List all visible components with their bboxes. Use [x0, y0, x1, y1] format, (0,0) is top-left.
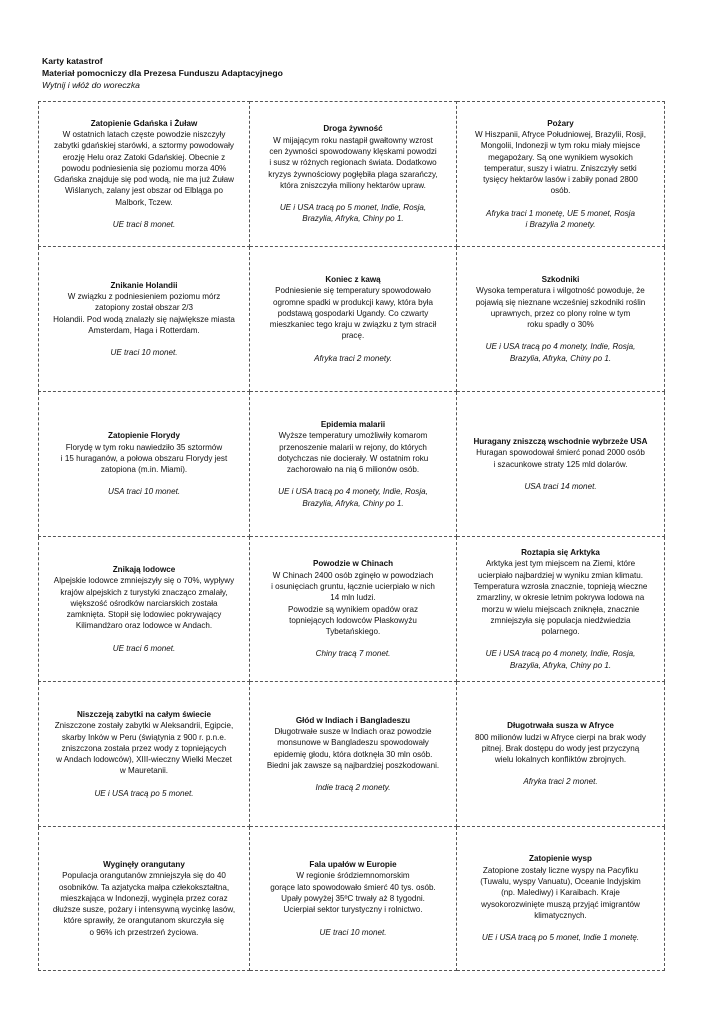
document-title: Karty katastrof: [42, 56, 103, 66]
card-title: Zatopienie wysp: [529, 854, 592, 864]
card-title: Znikanie Holandii: [110, 280, 178, 290]
card-title: Znikają lodowce: [112, 564, 176, 574]
card-body: W mijającym roku nastąpił gwałtowny wzrost cen żywności spowodowany klęskami powodzi i susz w różnych regionach świata. Dodatkowo kryzys żywnościowy pogłębiła plaga szarańczy, która zniszczyła miliony hektarów upraw.: [268, 135, 438, 190]
card-body: Populacja orangutanów zmniejszyła się do 40 osobników. Ta azjatycka małpa człekokształtna, mieszkająca w Indonezji, wyginęła przez coraz dłuższe susze, pożary i intensywną wycinkę lasów, które sprawiły, że orangutanom skurczyła się o 96% ich przestrzeń życiowa.: [52, 871, 236, 937]
card-title: Głód w Indiach i Bangladeszu: [295, 715, 411, 725]
card-effect: UE i USA tracą po 5 monet.: [94, 788, 194, 798]
card-body: Huragan spowodował śmierć ponad 2000 osób i szacunkowe straty 125 mld dolarów.: [476, 448, 645, 469]
document-subtitle: Materiał pomocniczy dla Prezesa Funduszu Adaptacyjnego: [42, 68, 283, 78]
card-body: W regionie śródziemnomorskim gorące lato spowodowało śmierć 40 tys. osób. Upały powyżej 35ºC trwały aż 8 tygodni. Ucierpiał sektor turystyczny i rolnictwo.: [270, 871, 436, 915]
card-effect: Indie tracą 2 monety.: [315, 783, 391, 793]
card-body: Wysoka temperatura i wilgotność powoduje, że pojawią się nieznane wcześniej szkodniki roślin uprawnych, przez co plony rolne w tym roku spadły o 30%: [475, 286, 646, 330]
page-header: [42, 55, 283, 91]
card-body: W Chinach 2400 osób zginęło w powodziach i osunięciach gruntu, łącznie ucierpiało w nich 14 mln ludzi. Powodzie są wynikiem opadów oraz topniejących lodowców Płaskowyżu Tybetańskiego.: [271, 570, 435, 637]
card-body: Alpejskie lodowce zmniejszyły się o 70%, wypływy krajów alpejskich z turystyki znacząco zmalały, większość ośrodków narciarskich została zamknięta. Stopił się lodowiec pokrywający Kilimandżaro oraz lodowce w Andach.: [53, 576, 235, 631]
card-zatopienie-wysp: [457, 827, 665, 971]
card-title: Wyginęły orangutany: [103, 859, 185, 869]
instruction-text: Wytnij i włóż do woreczka: [42, 80, 140, 90]
card-body: Arktyka jest tym miejscem na Ziemi, które ucierpiało najbardziej w wyniku zmian klimatu. Temperatura wzrosła znacznie, topnieją wieczne zmarzliny, w okresie letnim pokrywa lodowa na morzu w wielu miejscach zniknęła, znacznie zmniejszyła się populacja niedźwiedzia polarnego.: [473, 559, 648, 637]
card-body: W ostatnich latach częste powodzie niszczyły zabytki gdańskiej starówki, a sztormy powodowały erozję Helu oraz Zatoki Gdańskiej. Obecnie z powodu podniesienia się poziomu morza 40% Gdańska znajduje się pod wodą, nie ma już Żuław Wiślanych, zalany jest obszar od Elbląga po Malbork, Tczew.: [54, 129, 234, 207]
card-title: Droga żywność: [323, 124, 383, 134]
card-title: Szkodniki: [541, 274, 580, 284]
card-effect: UE traci 6 monet.: [112, 643, 176, 653]
card-title: Zatopienie Gdańska i Żuław: [90, 118, 198, 128]
card-body: Florydę w tym roku nawiedziło 35 sztormów i 15 huraganów, a połowa obszaru Florydy jest zatopiona (m.in. Miami).: [60, 442, 228, 475]
card-title: Epidemia malarii: [320, 419, 386, 429]
card-body: Zatopione zostały liczne wyspy na Pacyfiku (Tuwalu, wyspy Vanuatu), Oceanie Indyjskim (np. Malediwy) i Karaibach. Kraje wysokorozwinięte muszą przyjąć imigrantów klimatycznych.: [480, 865, 641, 920]
card-title: Powodzie w Chinach: [312, 559, 394, 569]
card-body: Zniszczone zostały zabytki w Aleksandrii, Egipcie, skarby Inków w Peru (świątynia z 900 r. p.n.e. zniszczona została przez wody z topniejących w Andach lodowców), XIII-wieczny Wielki Meczet w Mauretanii.: [54, 721, 234, 776]
card-title: Niszczeją zabytki na całym świecie: [76, 709, 212, 719]
card-fala-upalow: [250, 827, 457, 971]
card-effect: UE i USA tracą po 5 monet, Indie 1 monetę.: [481, 933, 640, 943]
card-zatopienie-gdanska: [38, 101, 250, 247]
card-effect: UE i USA tracą po 4 monety, Indie, Rosja, Brazylia, Afryka, Chiny po 1.: [278, 487, 428, 508]
card-niszczeja-zabytki: [38, 682, 250, 827]
card-susza-w-afryce: [457, 682, 665, 827]
card-effect: UE i USA tracą po 4 monety, Indie, Rosja, Brazylia, Afryka, Chiny po 1.: [485, 342, 636, 363]
card-title: Długotrwała susza w Afryce: [507, 721, 614, 731]
card-zatopienie-florydy: [38, 392, 250, 537]
card-title: Zatopienie Florydy: [108, 431, 180, 441]
card-body: W Hiszpanii, Afryce Południowej, Brazylii, Rosji, Mongolii, Indonezji w tym roku miały miejsce megapożary. Są one wynikiem wysokich temperatur, suszy i wiatru. Zniszczyły setki tysięcy hektarów lasów i zabiły ponad 2800 osób.: [475, 129, 646, 196]
card-koniec-z-kawa: [250, 247, 457, 392]
card-effect: Afryka traci 1 monetę, UE 5 monet, Rosja i Brazylia 2 monety.: [486, 208, 635, 230]
card-effect: Afryka traci 2 monety.: [314, 353, 392, 363]
card-effect: UE i USA tracą po 4 monety, Indie, Rosja, Brazylia, Afryka, Chiny po 1.: [485, 649, 636, 670]
card-effect: UE traci 10 monet.: [110, 348, 178, 358]
card-pozary: [457, 101, 665, 247]
card-roztapia-sie-arktyka: [457, 537, 665, 682]
card-szkodniki: [457, 247, 665, 392]
card-wyginely-orangutany: [38, 827, 250, 971]
card-droga-zywnosc: [250, 101, 457, 247]
card-epidemia-malarii: [250, 392, 457, 537]
card-effect: Chiny tracą 7 monet.: [315, 649, 391, 659]
card-effect: UE i USA tracą po 5 monet, Indie, Rosja, Brazylia, Afryka, Chiny po 1.: [279, 203, 427, 224]
card-znikaja-lodowce: [38, 537, 250, 682]
card-glod-w-indiach: [250, 682, 457, 827]
card-title: Koniec z kawą: [325, 274, 381, 284]
card-title: Roztapia się Arktyka: [521, 548, 600, 558]
card-title: Fala upałów w Europie: [309, 860, 397, 870]
cards-grid: [38, 101, 665, 971]
card-powodzie-w-chinach: [250, 537, 457, 682]
card-huragany: [457, 392, 665, 537]
card-effect: UE traci 8 monet.: [112, 220, 176, 230]
card-title: Huragany zniszczą wschodnie wybrzeże USA: [473, 436, 648, 446]
card-effect: Afryka traci 2 monet.: [523, 777, 598, 787]
card-body: Wyższe temperatury umożliwiły komarom przenoszenie malarii w rejony, do których dotychczas nie docierały. W ostatnim roku zachorowało na nią 6 milionów osób.: [277, 431, 429, 475]
card-effect: USA traci 10 monet.: [107, 487, 181, 497]
card-effect: USA traci 14 monet.: [524, 481, 597, 491]
card-title: Pożary: [547, 118, 574, 128]
card-body: Długotrwałe susze w Indiach oraz powodzie monsunowe w Bangladeszu spowodowały epidemię głodu, która dotknęła 30 mln osób. Biedni jak zawsze są najbardziej poszkodowani.: [266, 726, 440, 770]
card-body: 800 milionów ludzi w Afryce cierpi na brak wody pitnej. Brak dostępu do wody jest przyczyną wielu lokalnych konfliktów zbrojnych.: [475, 732, 646, 765]
card-znikanie-holandii: [38, 247, 250, 392]
card-body: Podniesienie się temperatury spowodowało ogromne spadki w produkcji kawy, która była podstawą gospodarki Ugandy. Co czwarty mieszkaniec tego kraju w związku z tym stracił pracę.: [269, 286, 437, 341]
card-body: W związku z podniesieniem poziomu mórz zatopiony został obszar 2/3 Holandii. Pod wodą znalazły się największe miasta Amsterdam, Haga i Rotterdam.: [53, 291, 235, 335]
card-effect: UE traci 10 monet.: [319, 927, 387, 937]
